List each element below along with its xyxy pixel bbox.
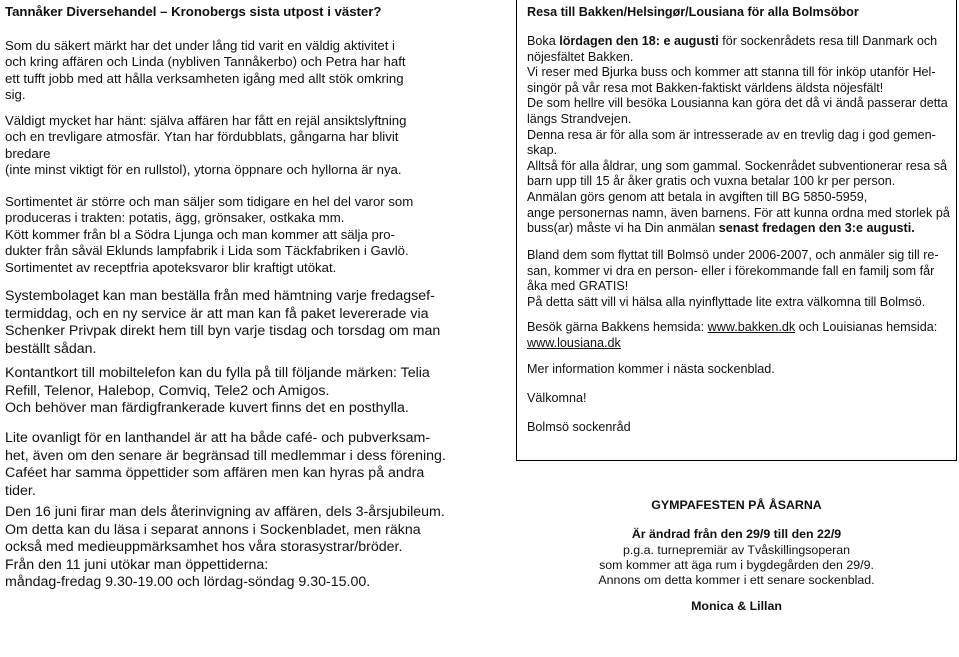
text-line: beställt sådan. bbox=[5, 340, 97, 357]
text-line: barn upp till 15 år åker gratis och vuxna betalar 100 kr per person. bbox=[527, 174, 896, 189]
text-line: Den 16 juni firar man dels återinvigning av affären, dels 3-årsjubileum. bbox=[5, 504, 445, 520]
text-line: De som hellre vill besöka Lousianna kan göra det då vi ändå passerar detta bbox=[527, 96, 948, 111]
gympa-signature: Monica & Lillan bbox=[691, 599, 782, 613]
text-line: singör på vår resa mot Bakken-faktiskt världens äldsta nöjesfält! bbox=[527, 80, 884, 95]
text-line: dukter från såväl Eklunds lampfabrik i Lida som Täckfabriken i Gavlö. bbox=[5, 243, 409, 259]
text-line: Och behöver man färdigfrankerade kuvert finns det en posthylla. bbox=[5, 400, 409, 417]
gympa-subtitle: Är ändrad från den 29/9 till den 22/9 bbox=[631, 527, 842, 541]
text-line: bredare bbox=[5, 145, 51, 161]
text-line: Kontantkort till mobiltelefon kan du fylla på till följande märken: Telia bbox=[5, 365, 430, 381]
article-title: Tannåker Diversehandel – Kronobergs sista utpost i väster? bbox=[5, 4, 382, 19]
lousiana-link[interactable]: www.lousiana.dk bbox=[527, 335, 621, 350]
text-line: Systembolaget kan man beställa från med hämtning varje fredagsef- bbox=[5, 288, 435, 304]
paragraph-intro bbox=[5, 38, 425, 104]
text-line: längs Strandvejen. bbox=[527, 111, 632, 126]
text-line: och en trevligare atmosfär. Ytan har fördubblats, gångarna har blivit bbox=[5, 129, 399, 145]
bakken-link[interactable]: www.bakken.dk bbox=[707, 320, 796, 334]
text-line: Lite ovanligt för en lanthandel är att ha både café- och pubverksam- bbox=[5, 430, 431, 446]
text-line: Väldigt mycket har hänt: själva affären har fått en rejäl ansiktslyftning bbox=[5, 113, 407, 128]
text-line: Vi reser med Bjurka buss och kommer att stanna till för inköp utanför Hel- bbox=[527, 65, 936, 80]
text-line: termiddag, och en ny service är att man kan få paket levererade via bbox=[5, 305, 429, 322]
text-line: nöjesfältet Bakken. bbox=[527, 49, 634, 64]
text-line: Om detta kan du läsa i separat annons i Sockenbladet, men räkna bbox=[5, 521, 421, 538]
paragraph-kontantkort bbox=[5, 365, 430, 418]
trip-announcement-box bbox=[516, 0, 957, 461]
text-line: Schenker Privpak direkt hem till byn varje tisdag och torsdag om man bbox=[5, 323, 441, 340]
gympa-title: GYMPAFESTEN PÅ ÅSARNA bbox=[651, 498, 822, 512]
text-line: Sortimentet av receptfria apoteksvaror blir kraftigt utökat. bbox=[5, 259, 337, 275]
trip-paragraph-registration bbox=[527, 190, 951, 237]
text-line: Refill, Telenor, Halebop, Comviq, Tele2 och Amigos. bbox=[5, 382, 330, 399]
more-info-text: Mer information kommer i nästa sockenblad. bbox=[527, 362, 775, 376]
text-line: (inte minst viktigt för en rullstol), ytorna öppnare och hyllorna är nya. bbox=[5, 162, 402, 178]
text-line: Sortimentet är större och man säljer som tidigare en hel del varor som bbox=[5, 194, 414, 209]
text-line: måndag-fredag 9.30-19.00 och lördag-söndag 9.30-15.00. bbox=[5, 574, 371, 591]
signature-sockenrad: Bolmsö sockenråd bbox=[527, 420, 631, 434]
text-line: Denna resa är för alla som är intresserade av en trevlig dag i god gemen- bbox=[527, 127, 936, 142]
text-line: Från den 11 juni utökar man öppettiderna: bbox=[5, 556, 269, 573]
trip-paragraph-websites bbox=[527, 320, 951, 351]
text-line: ett tufft jobb med att hålla verksamheten igång med allt stök omkring bbox=[5, 70, 404, 86]
gympa-line: som kommer att äga rum i bygdegården den 29/9. bbox=[599, 558, 874, 572]
trip-paragraph-booking bbox=[527, 34, 951, 190]
text-line: Som du säkert märkt har det under lång tid varit en väldig aktivitet i bbox=[5, 38, 395, 53]
text-line: buss(ar) måste vi ha Din anmälan senast fredagen den 3:e augusti. bbox=[527, 221, 915, 236]
paragraph-jubilee bbox=[5, 504, 445, 592]
trip-title: Resa till Bakken/Helsingør/Lousiana för alla Bolmsöbor bbox=[527, 5, 859, 19]
text-line: sig. bbox=[5, 87, 26, 103]
text-line: åka med GRATIS! bbox=[527, 279, 629, 294]
text-line: Bland dem som flyttat till Bolmsö under 2006-2007, och anmäler sig till re- bbox=[527, 248, 939, 262]
text-line: ange personernas namn, även barnens. För att kunna ordna med storlek på bbox=[527, 205, 950, 220]
gympa-line: p.g.a. turnepremiär av Tvåskillingsoperan bbox=[622, 543, 851, 557]
text-line: Caféet har samma öppettider som affären men kan hyras på andra bbox=[5, 465, 425, 482]
text-line: het, även om den senare är begränsad till medlemmar i dess förening. bbox=[5, 447, 446, 464]
text-line: Boka lördagen den 18: e augusti för sockenrådets resa till Danmark och bbox=[527, 34, 938, 48]
gympa-line: Annons om detta kommer i ett senare sockenblad. bbox=[598, 573, 875, 587]
welcome-text: Välkomna! bbox=[527, 391, 587, 405]
paragraph-assortment bbox=[5, 194, 425, 276]
text-line: Kött kommer från bl a Södra Ljunga och man kommer att sälja pro- bbox=[5, 226, 395, 242]
text-line: Besök gärna Bakkens hemsida: www.bakken.dk och Louisianas hemsida: bbox=[527, 320, 938, 334]
text-line: san, kommer vi dra en person- eller i förekommande fall en familj som får bbox=[527, 263, 935, 278]
deadline-text: senast fredagen den 3:e augusti. bbox=[718, 221, 915, 236]
text-line: skap. bbox=[527, 143, 558, 158]
text-line: och kring affären och Linda (nybliven Tannåkerbo) och Petra har haft bbox=[5, 54, 406, 70]
text-line: Anmälan görs genom att betala in avgiften till BG 5850-5959, bbox=[527, 190, 868, 204]
paragraph-changes bbox=[5, 113, 425, 179]
text-line: produceras i trakten: potatis, ägg, grönsaker, ostkaka mm. bbox=[5, 210, 345, 226]
text-line: tider. bbox=[5, 482, 36, 499]
text-line: också med medieuppmärksamhet hos våra storasystrar/bröder. bbox=[5, 539, 403, 556]
text-line: Alltså för alla åldrar, ung som gammal. Sockenrådet subventionerar resa så bbox=[527, 158, 948, 173]
paragraph-cafe bbox=[5, 430, 446, 500]
paragraph-systembolaget bbox=[5, 288, 441, 358]
trip-paragraph-newcomers bbox=[527, 248, 951, 310]
text-line: På detta sätt vill vi hälsa alla nyinflyttade lite extra välkomna till Bolmsö. bbox=[527, 294, 926, 309]
